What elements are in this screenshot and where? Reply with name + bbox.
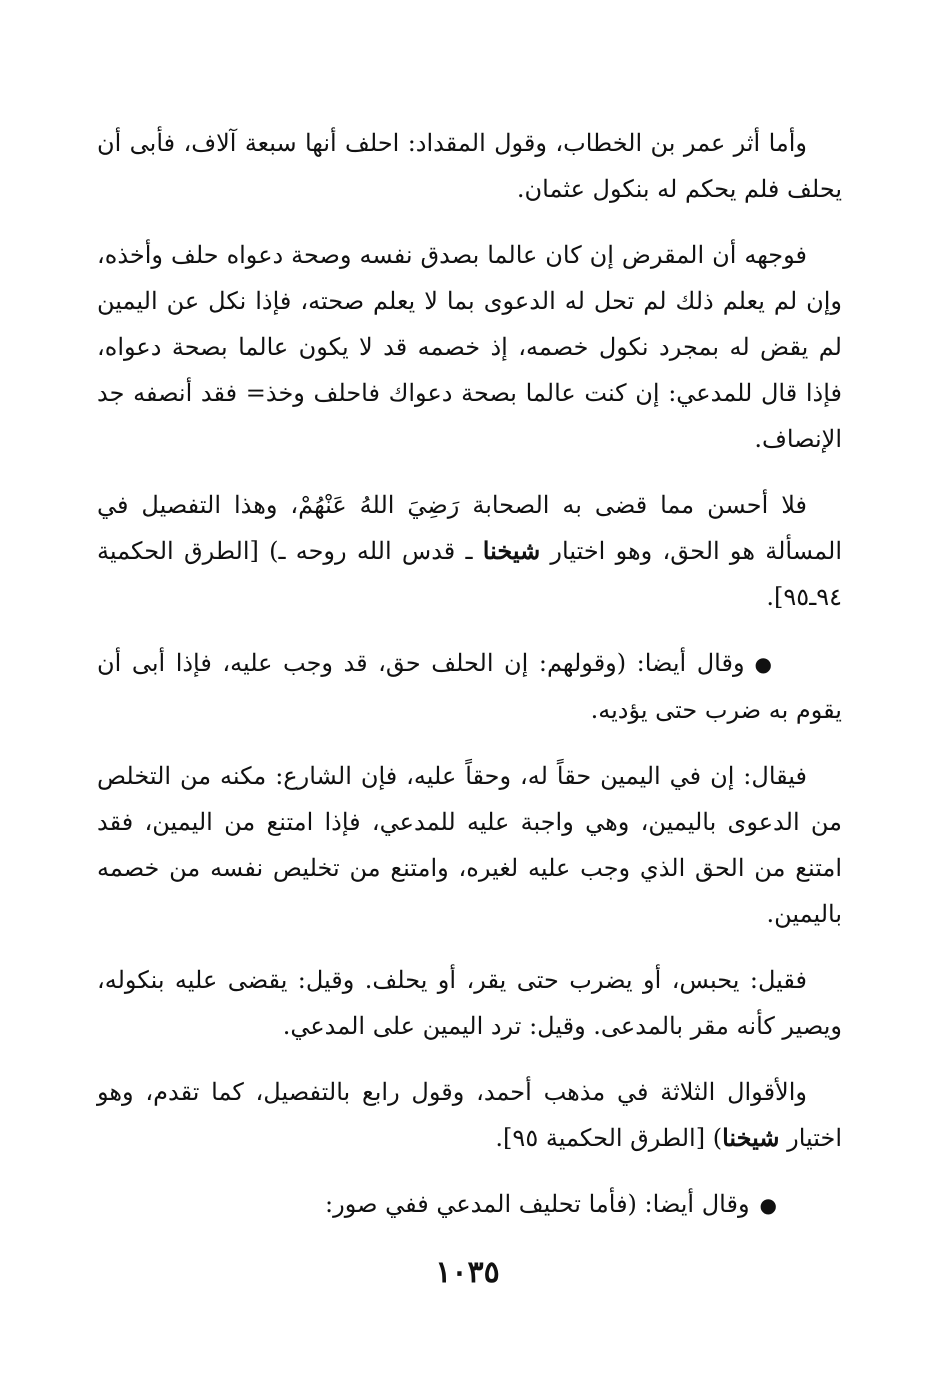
paragraph-5-text: فيقال: إن في اليمين حقاً له، وحقاً عليه، فإن الشارع: مكنه من التخلص من الدعوى باليمين، وهي واجبة عليه للمدعي، فإذا امتنع من اليمين، فقد امتنع من الحق الذي وجب عليه لغيره، وامتنع من تخليص نفسه من خصمه باليمين.	[97, 762, 842, 928]
bold-term-shaykhuna: شيخنا	[482, 536, 541, 565]
paragraph-1	[97, 120, 842, 212]
page-body	[97, 120, 842, 1248]
paragraph-7-text-start: والأقوال الثلاثة في مذهب أحمد، وقول رابع بالتفصيل، كما تقدم، وهو اختيار	[97, 1078, 842, 1152]
paragraph-4-text: وقال أيضا: (وقولهم: إن الحلف حق، قد وجب عليه، فإذا أبى أن يقوم به ضرب حتى يؤديه.	[97, 649, 842, 724]
paragraph-3-text-end: ـ قدس الله روحه ـ) [الطرق الحكمية ٩٤ـ٩٥].	[97, 537, 842, 611]
bullet-icon: ●	[759, 1193, 777, 1217]
paragraph-6	[97, 957, 842, 1049]
paragraph-3-text-start: فلا أحسن مما قضى به الصحابة	[459, 491, 808, 519]
paragraph-7-text-end: ) [الطرق الحكمية ٩٥].	[495, 1124, 723, 1152]
bold-term-shaykhuna-2: شيخنا	[722, 1123, 780, 1152]
paragraph-3-text-middle: ، وهذا التفصيل في المسألة هو الحق، وهو اختيار	[97, 491, 842, 565]
paragraph-5	[97, 753, 842, 937]
paragraph-1-text: وأما أثر عمر بن الخطاب، وقول المقداد: احلف أنها سبعة آلاف، فأبى أن يحلف فلم يحكم له بنكول عثمان.	[97, 129, 842, 203]
paragraph-8	[97, 1181, 777, 1228]
bullet-icon: ●	[754, 652, 772, 676]
paragraph-4	[97, 640, 842, 733]
page-number: ١٠٣٥	[435, 1255, 500, 1290]
paragraph-8-text: وقال أيضا: (فأما تحليف المدعي ففي صور:	[325, 1190, 750, 1218]
paragraph-2	[97, 232, 842, 462]
paragraph-2-text: فوجهه أن المقرض إن كان عالما بصدق نفسه وصحة دعواه حلف وأخذه، وإن لم يعلم ذلك لم تحل له الدعوى بما لا يعلم صحته، فإذا نكل عن اليمين لم يقض له بمجرد نكول خصمه، إذ خصمه قد لا يكون عالما بصحة دعواه، فإذا قال للمدعي: إن كنت عالما بصحة دعواك فاحلف وخذ= فقد أنصفه جد الإنصاف.	[97, 241, 842, 453]
paragraph-3	[97, 482, 842, 620]
paragraph-7	[97, 1069, 842, 1161]
honorific-phrase: رَضِيَ اللهُ عَنْهُمْ	[298, 491, 460, 519]
paragraph-6-text: فقيل: يحبس، أو يضرب حتى يقر، أو يحلف. وقيل: يقضى عليه بنكوله، ويصير كأنه مقر بالمدعى. وقيل: ترد اليمين على المدعي.	[97, 966, 842, 1040]
